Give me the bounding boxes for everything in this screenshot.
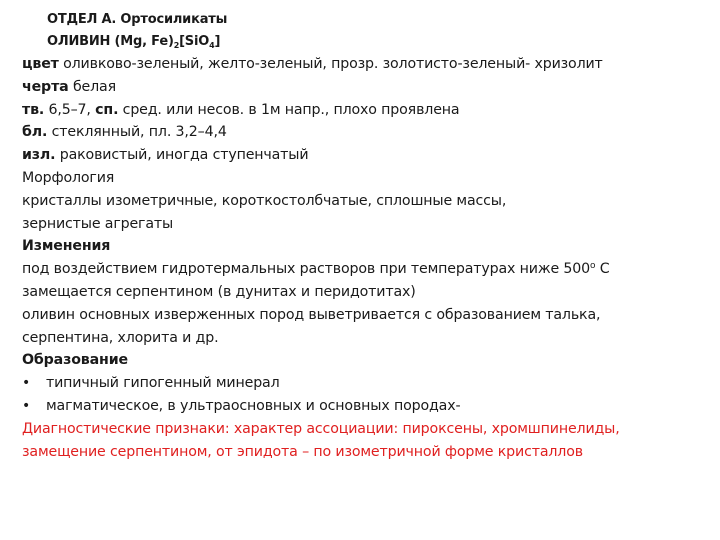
list-item-text: магматическое, в ультраосновных и основных породах- xyxy=(46,397,461,414)
property-color xyxy=(22,53,712,76)
property-streak xyxy=(22,76,712,99)
alteration-line: оливин основных изверженных пород выветривается с образованием талька, xyxy=(22,306,601,323)
morphology-line: кристаллы изометричные, короткостолбчатые, сплошные массы, xyxy=(22,192,507,209)
formula-mid: [SiO xyxy=(179,34,210,49)
property-label: цвет xyxy=(22,56,59,72)
degree-mark: о xyxy=(590,261,596,272)
formula-subscript-1: 2 xyxy=(173,41,180,50)
property-label: тв. xyxy=(22,101,45,118)
morphology-line: зернистые агрегаты xyxy=(22,215,174,232)
department-title: ОТДЕЛ А. Ортосиликаты xyxy=(47,12,228,27)
property-label: изл. xyxy=(22,147,56,164)
alteration-line: серпентина, хлорита и др. xyxy=(22,329,219,346)
property-value: 6,5–7, xyxy=(44,101,96,118)
property-hardness-cleavage xyxy=(22,99,712,122)
list-item xyxy=(22,372,712,395)
property-value: раковистый, иногда ступенчатый xyxy=(55,147,309,164)
formula-suffix: ] xyxy=(214,34,221,49)
formation-title: Образование xyxy=(22,352,128,369)
property-label: сп. xyxy=(95,101,119,118)
mineral-title xyxy=(47,31,227,53)
property-luster xyxy=(22,121,712,144)
slide-body xyxy=(22,53,712,463)
property-value: белая xyxy=(68,78,116,95)
alteration-text: под воздействием гидротермальных растворов при температурах ниже 500 xyxy=(22,261,591,278)
property-value: оливково-зеленый, желто-зеленый, прозр. золотисто-зеленый- хризолит xyxy=(58,56,603,72)
property-value: стеклянный, пл. 3,2–4,4 xyxy=(47,124,227,141)
slide-header xyxy=(47,9,227,53)
morphology-title: Морфология xyxy=(22,169,115,186)
formula-subscript-2: 4 xyxy=(209,41,215,50)
property-fracture xyxy=(22,144,712,167)
alteration-line: замещается серпентином (в дунитах и перидотитах) xyxy=(22,283,416,300)
alteration-line xyxy=(22,258,712,281)
alteration-title: Изменения xyxy=(22,238,111,255)
bullet-icon: • xyxy=(22,397,31,414)
property-label: бл. xyxy=(22,124,48,141)
diagnostic-line: Диагностические признаки: характер ассоциации: пироксены, хромшпинелиды, xyxy=(22,420,620,437)
list-item xyxy=(22,395,712,418)
diagnostic-line: замещение серпентином, от эпидота – по изометричной форме кристаллов xyxy=(22,443,583,460)
mineral-name: ОЛИВИН (Mg, Fe) xyxy=(47,34,174,49)
temperature-unit: С xyxy=(595,261,610,278)
property-label: черта xyxy=(22,78,69,95)
list-item-text: типичный гипогенный минерал xyxy=(46,375,280,392)
property-value: сред. или несов. в 1м напр., плохо проявлена xyxy=(118,101,460,118)
bullet-icon: • xyxy=(22,375,31,392)
